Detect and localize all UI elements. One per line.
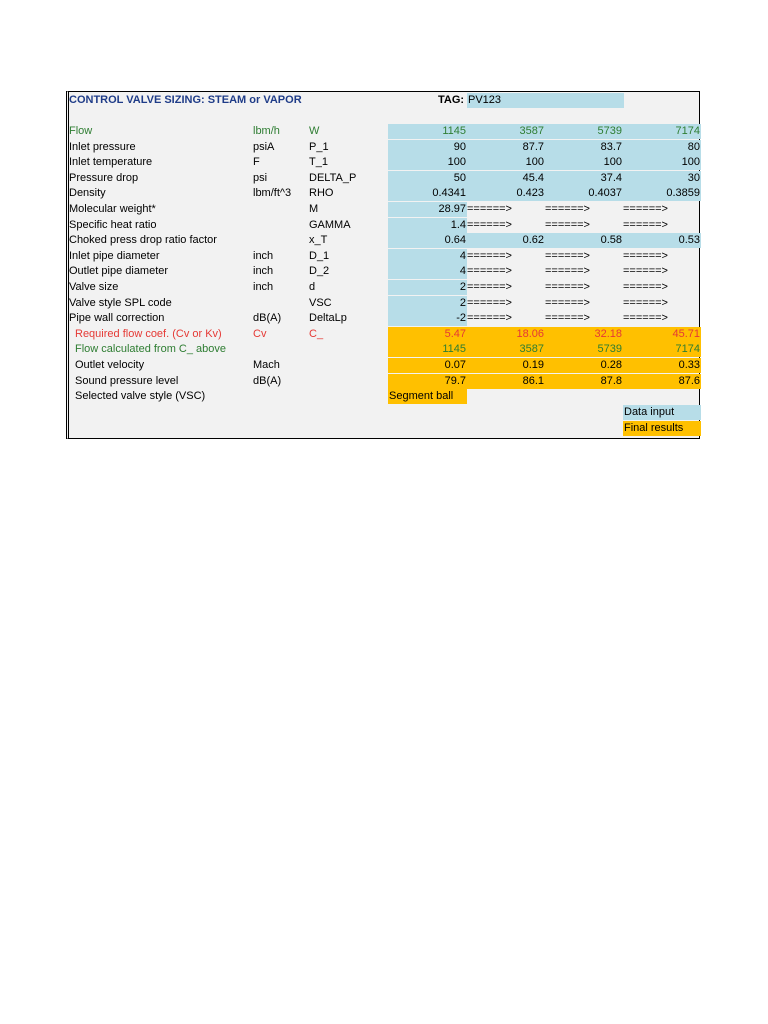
row-unit: F	[253, 156, 260, 169]
result-unit: Mach	[253, 359, 280, 371]
input-cell[interactable]: 50	[388, 171, 467, 186]
result-cell: 0.19	[467, 358, 545, 373]
row-symbol: T_1	[309, 156, 328, 169]
result-cell: 0.33	[623, 358, 701, 373]
input-cell[interactable]: 80	[623, 140, 701, 155]
row-unit	[253, 218, 307, 233]
input-cell[interactable]: ======>	[623, 265, 668, 278]
result-cell: 5.47	[388, 327, 467, 342]
row-symbol: d	[309, 281, 316, 293]
row-label: Flow	[69, 125, 93, 137]
row-label: Density	[69, 187, 106, 200]
input-cell[interactable]: ======>	[467, 265, 512, 278]
input-cell[interactable]: 2	[388, 280, 467, 295]
result-symbol	[309, 374, 387, 389]
input-cell[interactable]: 7174	[623, 124, 701, 139]
tag-value[interactable]: PV123	[467, 93, 624, 108]
row-unit	[253, 296, 307, 311]
result-symbol	[309, 358, 387, 373]
row-symbol: DELTA_P	[309, 171, 357, 184]
row-unit: psiA	[253, 140, 275, 153]
row-unit: inch	[253, 281, 274, 293]
input-cell[interactable]: 83.7	[545, 140, 623, 155]
input-cell[interactable]: ======>	[467, 249, 512, 262]
row-label: Outlet pipe diameter	[69, 265, 169, 278]
row-unit	[253, 233, 307, 248]
result-cell: 3587	[467, 342, 545, 357]
row-label: Specific heat ratio	[69, 218, 157, 231]
result-unit	[253, 342, 307, 357]
result-cell: 18.06	[467, 327, 545, 342]
row-unit: inch	[253, 249, 274, 262]
row-symbol: P_1	[309, 140, 329, 153]
input-cell[interactable]: 100	[545, 155, 623, 170]
row-symbol: W	[309, 125, 320, 137]
input-cell[interactable]: 45.4	[467, 171, 545, 186]
input-cell[interactable]: 0.58	[545, 233, 623, 248]
input-cell[interactable]: 100	[388, 155, 467, 170]
row-symbol: VSC	[309, 296, 332, 309]
row-symbol: x_T	[309, 234, 328, 247]
input-cell[interactable]: 3587	[467, 124, 545, 139]
input-cell[interactable]: ======>	[467, 312, 512, 325]
result-cell: 86.1	[467, 374, 545, 389]
result-cell: 87.6	[623, 374, 701, 389]
row-label: Valve style SPL code	[69, 296, 172, 309]
row-unit: lbm/h	[253, 125, 280, 137]
result-cell: 7174	[623, 342, 701, 357]
row-label: Pressure drop	[69, 171, 139, 184]
row-unit: psi	[253, 171, 268, 184]
result-cell: 1145	[388, 342, 467, 357]
input-cell[interactable]: ======>	[623, 203, 668, 215]
row-symbol: RHO	[309, 187, 334, 200]
input-cell[interactable]: ======>	[623, 218, 668, 231]
input-cell[interactable]: ======>	[467, 281, 512, 293]
result-label: Flow calculated from C_ above	[75, 343, 227, 356]
result-cell: 45.71	[623, 327, 701, 342]
input-cell[interactable]: ======>	[545, 296, 590, 309]
input-cell[interactable]: 2	[388, 296, 467, 311]
input-cell[interactable]: 90	[388, 140, 467, 155]
input-cell[interactable]: 100	[467, 155, 545, 170]
result-cell: 0.07	[388, 358, 467, 373]
row-symbol: D_2	[309, 265, 330, 278]
row-label: Valve size	[69, 281, 119, 293]
row-label: Inlet pressure	[69, 140, 136, 153]
selected-style-value: Segment ball	[388, 389, 467, 404]
input-cell[interactable]: 100	[623, 155, 701, 170]
result-cell: 0.28	[545, 358, 623, 373]
spreadsheet-sheet	[66, 91, 700, 439]
row-symbol: DeltaLp	[309, 312, 347, 325]
input-cell[interactable]: 0.4341	[388, 186, 467, 201]
input-cell[interactable]: 0.4037	[545, 186, 623, 201]
result-cell: 32.18	[545, 327, 623, 342]
row-symbol: M	[309, 203, 319, 215]
sheet-title: CONTROL VALVE SIZING: STEAM or VAPOR	[69, 94, 302, 106]
input-cell[interactable]: ======>	[467, 296, 512, 309]
result-cell: 79.7	[388, 374, 467, 389]
input-cell[interactable]: ======>	[545, 249, 590, 262]
input-cell[interactable]: 0.53	[623, 233, 701, 248]
input-cell[interactable]: ======>	[623, 281, 668, 293]
input-cell[interactable]: 4	[388, 264, 467, 279]
row-unit: dB(A)	[253, 312, 282, 325]
input-cell[interactable]: ======>	[467, 203, 512, 215]
input-cell[interactable]: ======>	[545, 218, 590, 231]
input-cell[interactable]: 87.7	[467, 140, 545, 155]
input-cell[interactable]: ======>	[623, 312, 668, 325]
input-cell[interactable]: 0.62	[467, 233, 545, 248]
result-unit: dB(A)	[253, 374, 282, 387]
input-cell[interactable]: 28.97	[388, 202, 467, 217]
input-cell[interactable]: 37.4	[545, 171, 623, 186]
input-cell[interactable]: ======>	[545, 312, 590, 325]
row-symbol: GAMMA	[309, 218, 351, 231]
input-cell[interactable]: 5739	[545, 124, 623, 139]
result-cell: 5739	[545, 342, 623, 357]
result-label: Outlet velocity	[75, 359, 145, 371]
input-cell[interactable]: ======>	[467, 218, 512, 231]
input-cell[interactable]: ======>	[545, 281, 590, 293]
input-cell[interactable]: 0.423	[467, 186, 545, 201]
result-cell: 87.8	[545, 374, 623, 389]
input-cell[interactable]: 1.4	[388, 218, 467, 233]
input-cell[interactable]: 0.64	[388, 233, 467, 248]
result-label: Sound pressure level	[75, 374, 179, 387]
input-cell[interactable]: 4	[388, 249, 467, 264]
row-label: Inlet pipe diameter	[69, 249, 160, 262]
input-cell[interactable]: ======>	[545, 265, 590, 278]
row-label: Inlet temperature	[69, 156, 153, 169]
selected-style-label: Selected valve style (VSC)	[75, 390, 206, 403]
input-cell[interactable]: 1145	[388, 124, 467, 139]
row-label: Choked press drop ratio factor	[69, 234, 217, 247]
result-symbol	[309, 342, 387, 357]
legend-final-results: Final results	[623, 421, 701, 436]
tag-label: TAG:	[438, 94, 465, 106]
input-cell[interactable]: ======>	[623, 296, 668, 309]
input-cell[interactable]: ======>	[623, 249, 668, 262]
row-unit	[253, 202, 307, 217]
row-label: Molecular weight*	[69, 203, 156, 215]
result-symbol: C_	[309, 327, 324, 340]
input-cell[interactable]: ======>	[545, 203, 590, 215]
input-cell[interactable]: 0.3859	[623, 186, 701, 201]
row-unit: lbm/ft^3	[253, 187, 292, 200]
input-cell[interactable]: -2	[388, 311, 467, 326]
result-unit: Cv	[253, 327, 267, 340]
row-label: Pipe wall correction	[69, 312, 165, 325]
result-label: Required flow coef. (Cv or Kv)	[75, 327, 222, 340]
row-symbol: D_1	[309, 249, 330, 262]
legend-data-input: Data input	[623, 405, 701, 420]
input-cell[interactable]: 30	[623, 171, 701, 186]
row-unit: inch	[253, 265, 274, 278]
